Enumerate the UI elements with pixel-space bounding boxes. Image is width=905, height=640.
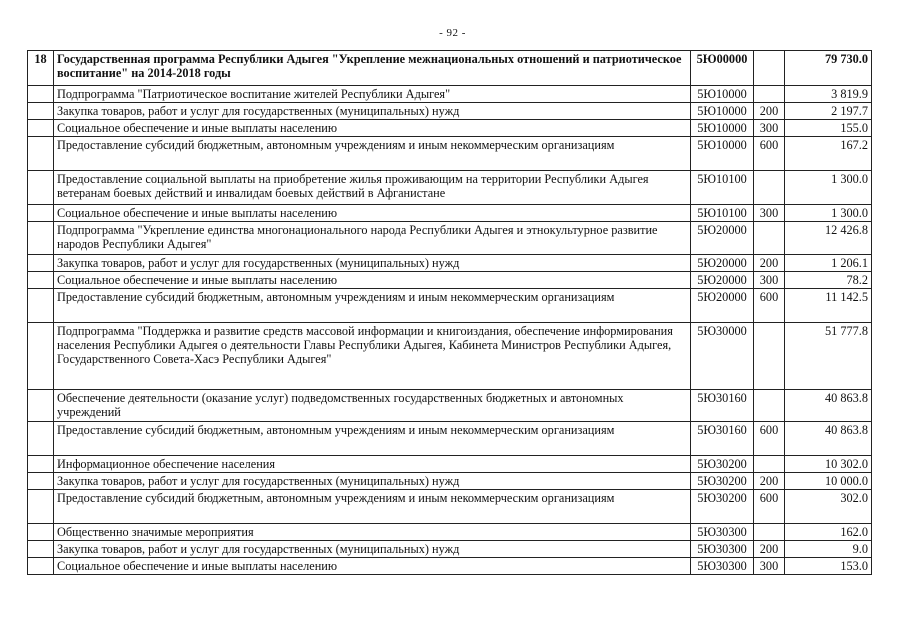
row-sum-cell: 79 730.0 xyxy=(785,51,872,86)
row-code-cell: 5Ю10000 xyxy=(691,103,754,120)
row-expense-type-cell xyxy=(754,171,785,205)
table-row xyxy=(28,205,872,222)
row-number-cell xyxy=(28,255,54,272)
row-expense-type-cell xyxy=(754,86,785,103)
row-code-cell: 5Ю30300 xyxy=(691,524,754,541)
row-expense-type-cell xyxy=(754,323,785,390)
table-row xyxy=(28,103,872,120)
row-code-cell: 5Ю20000 xyxy=(691,222,754,255)
row-sum-cell: 167.2 xyxy=(785,137,872,171)
row-expense-type-cell: 200 xyxy=(754,255,785,272)
row-name-cell: Предоставление субсидий бюджетным, автономным учреждениям и иным некоммерческим организациям xyxy=(54,289,691,323)
row-sum-cell: 3 819.9 xyxy=(785,86,872,103)
table-row xyxy=(28,422,872,456)
row-code-cell: 5Ю30160 xyxy=(691,390,754,422)
row-name-cell: Информационное обеспечение населения xyxy=(54,456,691,473)
table-row xyxy=(28,558,872,575)
row-sum-cell: 10 000.0 xyxy=(785,473,872,490)
row-code-cell: 5Ю30200 xyxy=(691,473,754,490)
row-code-cell: 5Ю20000 xyxy=(691,255,754,272)
table-row xyxy=(28,473,872,490)
row-name-cell: Закупка товаров, работ и услуг для государственных (муниципальных) нужд xyxy=(54,255,691,272)
row-number-cell xyxy=(28,422,54,456)
row-sum-cell: 51 777.8 xyxy=(785,323,872,390)
row-name-cell: Закупка товаров, работ и услуг для государственных (муниципальных) нужд xyxy=(54,473,691,490)
row-name-cell: Подпрограмма "Патриотическое воспитание жителей Республики Адыгея" xyxy=(54,86,691,103)
row-code-cell: 5Ю30300 xyxy=(691,541,754,558)
table-row xyxy=(28,86,872,103)
row-expense-type-cell: 600 xyxy=(754,422,785,456)
row-number-cell xyxy=(28,524,54,541)
row-sum-cell: 1 206.1 xyxy=(785,255,872,272)
row-sum-cell: 11 142.5 xyxy=(785,289,872,323)
row-number-cell xyxy=(28,390,54,422)
row-code-cell: 5Ю10100 xyxy=(691,205,754,222)
row-sum-cell: 78.2 xyxy=(785,272,872,289)
row-expense-type-cell: 300 xyxy=(754,205,785,222)
row-code-cell: 5Ю00000 xyxy=(691,51,754,86)
row-name-cell: Подпрограмма "Поддержка и развитие средств массовой информации и книгоиздания, обеспечение информирования населения Республики Адыгея о деятельности Главы Республики Адыгея, Кабинета Министров Республики Адыгея, Государственного Совета-Хасэ Республики Адыгея" xyxy=(54,323,691,390)
row-sum-cell: 1 300.0 xyxy=(785,205,872,222)
row-code-cell: 5Ю20000 xyxy=(691,289,754,323)
row-number-cell xyxy=(28,103,54,120)
row-expense-type-cell xyxy=(754,524,785,541)
row-sum-cell: 12 426.8 xyxy=(785,222,872,255)
row-name-cell: Предоставление субсидий бюджетным, автономным учреждениям и иным некоммерческим организациям xyxy=(54,490,691,524)
row-number-cell xyxy=(28,456,54,473)
row-name-cell: Предоставление субсидий бюджетным, автономным учреждениям и иным некоммерческим организациям xyxy=(54,137,691,171)
row-sum-cell: 9.0 xyxy=(785,541,872,558)
row-name-cell: Государственная программа Республики Адыгея "Укрепление межнациональных отношений и патриотическое воспитание" на 2014-2018 годы xyxy=(54,51,691,86)
row-expense-type-cell xyxy=(754,456,785,473)
row-expense-type-cell: 200 xyxy=(754,103,785,120)
table-row xyxy=(28,289,872,323)
table-row xyxy=(28,255,872,272)
row-number-cell xyxy=(28,289,54,323)
row-code-cell: 5Ю10000 xyxy=(691,137,754,171)
row-sum-cell: 153.0 xyxy=(785,558,872,575)
row-name-cell: Закупка товаров, работ и услуг для государственных (муниципальных) нужд xyxy=(54,103,691,120)
row-number-cell xyxy=(28,120,54,137)
row-code-cell: 5Ю30200 xyxy=(691,456,754,473)
table-row xyxy=(28,137,872,171)
row-number-cell xyxy=(28,272,54,289)
row-expense-type-cell: 600 xyxy=(754,289,785,323)
row-code-cell: 5Ю10000 xyxy=(691,120,754,137)
row-code-cell: 5Ю10100 xyxy=(691,171,754,205)
row-code-cell: 5Ю10000 xyxy=(691,86,754,103)
row-expense-type-cell xyxy=(754,390,785,422)
row-code-cell: 5Ю30300 xyxy=(691,558,754,575)
row-number-cell xyxy=(28,137,54,171)
row-expense-type-cell: 300 xyxy=(754,120,785,137)
table-row xyxy=(28,490,872,524)
row-name-cell: Социальное обеспечение и иные выплаты населению xyxy=(54,558,691,575)
row-number-cell xyxy=(28,205,54,222)
row-number-cell xyxy=(28,541,54,558)
table-row xyxy=(28,541,872,558)
row-code-cell: 5Ю30160 xyxy=(691,422,754,456)
budget-table xyxy=(27,50,872,575)
row-number-cell xyxy=(28,86,54,103)
row-name-cell: Предоставление социальной выплаты на приобретение жилья проживающим на территории Республики Адыгея ветеранам боевых действий и инвалидам боевых действий в Афганистане xyxy=(54,171,691,205)
row-number-cell xyxy=(28,323,54,390)
table-row xyxy=(28,120,872,137)
table-row xyxy=(28,51,872,86)
row-name-cell: Социальное обеспечение и иные выплаты населению xyxy=(54,272,691,289)
row-code-cell: 5Ю20000 xyxy=(691,272,754,289)
row-number-cell xyxy=(28,490,54,524)
row-sum-cell: 162.0 xyxy=(785,524,872,541)
row-expense-type-cell: 600 xyxy=(754,490,785,524)
table-row xyxy=(28,524,872,541)
row-expense-type-cell: 300 xyxy=(754,558,785,575)
row-code-cell: 5Ю30000 xyxy=(691,323,754,390)
table-row xyxy=(28,390,872,422)
row-name-cell: Социальное обеспечение и иные выплаты населению xyxy=(54,120,691,137)
row-name-cell: Общественно значимые мероприятия xyxy=(54,524,691,541)
row-name-cell: Социальное обеспечение и иные выплаты населению xyxy=(54,205,691,222)
row-expense-type-cell: 200 xyxy=(754,473,785,490)
row-number-cell xyxy=(28,473,54,490)
row-expense-type-cell: 300 xyxy=(754,272,785,289)
row-sum-cell: 302.0 xyxy=(785,490,872,524)
row-name-cell: Предоставление субсидий бюджетным, автономным учреждениям и иным некоммерческим организациям xyxy=(54,422,691,456)
row-sum-cell: 155.0 xyxy=(785,120,872,137)
row-sum-cell: 40 863.8 xyxy=(785,390,872,422)
table-row xyxy=(28,272,872,289)
row-sum-cell: 2 197.7 xyxy=(785,103,872,120)
row-number-cell xyxy=(28,222,54,255)
table-row xyxy=(28,222,872,255)
table-row xyxy=(28,456,872,473)
row-sum-cell: 1 300.0 xyxy=(785,171,872,205)
row-number-cell: 18 xyxy=(28,51,54,86)
row-sum-cell: 40 863.8 xyxy=(785,422,872,456)
row-number-cell xyxy=(28,558,54,575)
row-code-cell: 5Ю30200 xyxy=(691,490,754,524)
table-row xyxy=(28,171,872,205)
row-number-cell xyxy=(28,171,54,205)
row-name-cell: Подпрограмма "Укрепление единства многонационального народа Республики Адыгея и этнокультурное развитие народов Республики Адыгея" xyxy=(54,222,691,255)
row-sum-cell: 10 302.0 xyxy=(785,456,872,473)
page-number: - 92 - xyxy=(439,27,466,39)
table-row xyxy=(28,323,872,390)
row-expense-type-cell: 200 xyxy=(754,541,785,558)
row-expense-type-cell: 600 xyxy=(754,137,785,171)
row-name-cell: Закупка товаров, работ и услуг для государственных (муниципальных) нужд xyxy=(54,541,691,558)
row-name-cell: Обеспечение деятельности (оказание услуг) подведомственных государственных бюджетных и автономных учреждений xyxy=(54,390,691,422)
row-expense-type-cell xyxy=(754,222,785,255)
row-expense-type-cell xyxy=(754,51,785,86)
